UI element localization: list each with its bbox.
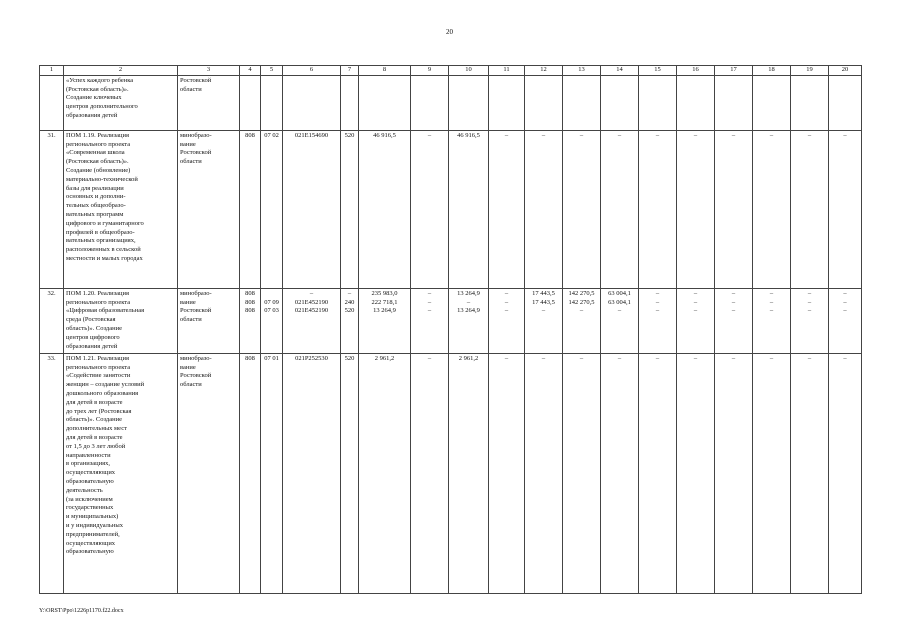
value-cell-c15	[639, 130, 677, 288]
value-cell-c9	[411, 288, 449, 353]
measure-name: ПОМ 1.19. Реализация регионального проекта «Современная школа (Ростовская область)». Создание (обновление) материально-технической базы для реализации основных и дополни- тельных общеобразо- вательных программ цифрового и гуманитарного профилей в общеобразо- вательных организациях, расположенных в сельской местности и малых городах	[64, 130, 178, 288]
cell-value: –	[579, 354, 584, 362]
value-cell-c12	[525, 353, 563, 593]
value-cell-c13	[563, 75, 601, 130]
cell-value: –	[655, 354, 660, 362]
value-cell-c12	[525, 130, 563, 288]
cell-value: 17 443,5	[532, 298, 555, 306]
cell-value: –	[769, 289, 774, 297]
cell-value: 07 01	[264, 354, 279, 362]
value-cell-c14	[601, 75, 639, 130]
header-cell: 10	[449, 66, 489, 76]
cell-value: –	[504, 289, 509, 297]
cell-value: –	[843, 298, 847, 306]
value-cell-c10	[449, 130, 489, 288]
cell-value: 808	[245, 354, 255, 362]
cell-value: –	[807, 298, 812, 306]
cell-value: –	[427, 131, 432, 139]
cell-value: –	[504, 298, 509, 306]
value-cell-c10	[449, 353, 489, 593]
cell-value: –	[769, 298, 774, 306]
header-cell: 4	[240, 66, 261, 76]
executor: минобразо- вание Ростовской области	[178, 130, 240, 288]
cell-value: –	[617, 131, 622, 139]
value-cell-c6	[283, 353, 341, 593]
header-cell: 6	[283, 66, 341, 76]
table-row	[40, 130, 862, 288]
value-cell-c9	[411, 75, 449, 130]
cell-value: 520	[344, 354, 355, 362]
header-cell: 15	[639, 66, 677, 76]
cell-value: –	[655, 298, 660, 306]
value-cell-c4	[240, 75, 261, 130]
value-cell-c4	[240, 288, 261, 353]
value-cell-c18	[753, 130, 791, 288]
cell-value: 235 983,0	[371, 289, 398, 297]
cell-value: –	[504, 307, 509, 315]
value-cell-c8	[359, 75, 411, 130]
value-cell-c16	[677, 353, 715, 593]
value-cell-c17	[715, 130, 753, 288]
cell-value: –	[731, 298, 736, 306]
cell-value: 021E452190	[294, 298, 329, 306]
header-cell: 1	[40, 66, 64, 76]
value-cell-c6	[283, 130, 341, 288]
value-cell-c11	[489, 353, 525, 593]
cell-value: 142 270,5	[568, 289, 595, 297]
cell-value: –	[541, 307, 546, 315]
cell-value: –	[843, 354, 847, 362]
header-cell: 19	[791, 66, 829, 76]
value-cell-c18	[753, 353, 791, 593]
value-cell-c20	[829, 288, 862, 353]
cell-value: 07 09	[264, 298, 279, 306]
cell-value: 240	[344, 298, 355, 306]
cell-value: –	[579, 307, 584, 315]
measure-name: ПОМ 1.20. Реализация регионального проекта «Цифровая образовательная среда (Ростовская область)». Создание центров цифрового образования детей	[64, 288, 178, 353]
header-cell: 14	[601, 66, 639, 76]
cell-value: 520	[344, 131, 355, 139]
row-number: 31.	[40, 130, 64, 288]
value-cell-c4	[240, 130, 261, 288]
value-cell-c14	[601, 288, 639, 353]
value-cell-c9	[411, 130, 449, 288]
header-cell: 11	[489, 66, 525, 76]
header-cell: 20	[829, 66, 862, 76]
value-cell-c8	[359, 130, 411, 288]
value-cell-c11	[489, 130, 525, 288]
cell-value: –	[731, 131, 736, 139]
cell-value: –	[427, 354, 432, 362]
value-cell-c10	[449, 288, 489, 353]
cell-value: 021P252530	[295, 354, 328, 362]
value-cell-c7	[341, 75, 359, 130]
value-cell-c16	[677, 288, 715, 353]
cell-value: –	[347, 289, 352, 297]
executor: минобразо- вание Ростовской области	[178, 353, 240, 593]
cell-value: 46 916,5	[457, 131, 480, 139]
cell-value: –	[843, 131, 847, 139]
value-cell-c18	[753, 75, 791, 130]
budget-table	[39, 65, 862, 594]
value-cell-c11	[489, 288, 525, 353]
header-cell: 3	[178, 66, 240, 76]
cell-value: –	[427, 289, 432, 297]
cell-value: –	[731, 289, 736, 297]
cell-value: –	[693, 131, 698, 139]
value-cell-c9	[411, 353, 449, 593]
header-cell: 17	[715, 66, 753, 76]
value-cell-c15	[639, 288, 677, 353]
value-cell-c11	[489, 75, 525, 130]
cell-value: –	[655, 131, 660, 139]
cell-value: –	[541, 131, 546, 139]
cell-value: –	[843, 307, 847, 315]
value-cell-c7	[341, 130, 359, 288]
header-cell: 13	[563, 66, 601, 76]
value-cell-c8	[359, 353, 411, 593]
measure-name: ПОМ 1.21. Реализация регионального проекта «Содействие занятости женщин – создание условий дошкольного образования для детей в возрасте до трех лет (Ростовская область)». Создание дополнительных мест для детей в возрасте от 1,5 до 3 лет любой направленности в организациях, осуществляющих образовательную деятельность (за исключением государственных и муниципальных) и у индивидуальных предпринимателей, осуществляющих образовательную	[64, 353, 178, 593]
cell-value: 63 004,1	[608, 289, 631, 297]
table-row	[40, 353, 862, 593]
cell-value: –	[309, 289, 314, 297]
table-row	[40, 75, 862, 130]
value-cell-c8	[359, 288, 411, 353]
executor: Ростовской области	[178, 75, 240, 130]
footer-file-path: Y:\ORST\Ppo\1226p1170.f22.docx	[39, 608, 124, 614]
value-cell-c5	[261, 130, 283, 288]
header-cell: 8	[359, 66, 411, 76]
cell-value: 808	[245, 289, 255, 297]
cell-value: 808	[245, 131, 255, 139]
value-cell-c15	[639, 75, 677, 130]
header-row	[40, 66, 862, 76]
value-cell-c5	[261, 75, 283, 130]
row-number	[40, 75, 64, 130]
cell-value: 2 961,2	[374, 354, 395, 362]
value-cell-c19	[791, 353, 829, 593]
cell-value: –	[807, 289, 812, 297]
cell-value: 2 961,2	[458, 354, 479, 362]
value-cell-c14	[601, 130, 639, 288]
table-row	[40, 288, 862, 353]
cell-value: 021E154690	[294, 131, 329, 139]
value-cell-c20	[829, 130, 862, 288]
measure-name: «Успех каждого ребенка (Ростовская область)». Создание ключевых центров дополнительного образования детей	[64, 75, 178, 130]
value-cell-c13	[563, 130, 601, 288]
cell-value: 808	[245, 298, 255, 306]
cell-value: –	[427, 298, 432, 306]
value-cell-c14	[601, 353, 639, 593]
cell-value: –	[655, 307, 660, 315]
cell-value: –	[807, 131, 812, 139]
cell-value: –	[579, 131, 584, 139]
cell-value: 808	[245, 307, 255, 315]
cell-value: –	[427, 307, 432, 315]
value-cell-c10	[449, 75, 489, 130]
cell-value: –	[731, 307, 736, 315]
cell-value: –	[843, 289, 847, 297]
cell-value: –	[504, 354, 509, 362]
value-cell-c7	[341, 353, 359, 593]
cell-value: –	[693, 289, 698, 297]
cell-value: 07 02	[264, 131, 279, 139]
value-cell-c16	[677, 130, 715, 288]
cell-value: –	[655, 289, 660, 297]
value-cell-c17	[715, 75, 753, 130]
value-cell-c4	[240, 353, 261, 593]
value-cell-c7	[341, 288, 359, 353]
cell-value: –	[693, 298, 698, 306]
value-cell-c19	[791, 130, 829, 288]
cell-value: 46 916,5	[373, 131, 396, 139]
header-cell: 2	[64, 66, 178, 76]
value-cell-c12	[525, 75, 563, 130]
cell-value: 142 270,5	[568, 298, 595, 306]
value-cell-c6	[283, 75, 341, 130]
cell-value: –	[693, 354, 698, 362]
cell-value: –	[541, 354, 546, 362]
header-cell: 16	[677, 66, 715, 76]
row-number: 33.	[40, 353, 64, 593]
cell-value: –	[769, 131, 774, 139]
value-cell-c13	[563, 353, 601, 593]
cell-value: 520	[344, 307, 355, 315]
value-cell-c12	[525, 288, 563, 353]
cell-value: –	[807, 307, 812, 315]
cell-value: –	[769, 307, 774, 315]
cell-value: 021E452190	[294, 307, 329, 315]
cell-value: 07 03	[264, 307, 279, 315]
cell-value: 13 264,9	[373, 307, 396, 315]
cell-value: 222 718,1	[371, 298, 398, 306]
cell-value: –	[769, 354, 774, 362]
cell-value: –	[617, 354, 622, 362]
cell-value: 63 004,1	[608, 298, 631, 306]
cell-value: –	[693, 307, 698, 315]
value-cell-c15	[639, 353, 677, 593]
header-cell: 9	[411, 66, 449, 76]
row-number: 32.	[40, 288, 64, 353]
cell-value: –	[807, 354, 812, 362]
value-cell-c19	[791, 288, 829, 353]
cell-value	[263, 290, 280, 299]
value-cell-c19	[791, 75, 829, 130]
value-cell-c5	[261, 353, 283, 593]
value-cell-c16	[677, 75, 715, 130]
value-cell-c17	[715, 353, 753, 593]
executor: минобразо- вание Ростовской области	[178, 288, 240, 353]
value-cell-c6	[283, 288, 341, 353]
header-cell: 7	[341, 66, 359, 76]
value-cell-c18	[753, 288, 791, 353]
cell-value: –	[731, 354, 736, 362]
cell-value: 13 264,9	[457, 307, 480, 315]
page-number: 20	[446, 28, 453, 36]
header-cell: 5	[261, 66, 283, 76]
value-cell-c20	[829, 353, 862, 593]
cell-value: 13 264,9	[457, 289, 480, 297]
cell-value: 17 443,5	[532, 289, 555, 297]
value-cell-c20	[829, 75, 862, 130]
cell-value: –	[504, 131, 509, 139]
cell-value: –	[617, 307, 622, 315]
value-cell-c5	[261, 288, 283, 353]
value-cell-c13	[563, 288, 601, 353]
cell-value: –	[466, 298, 471, 306]
value-cell-c17	[715, 288, 753, 353]
header-cell: 18	[753, 66, 791, 76]
header-cell: 12	[525, 66, 563, 76]
